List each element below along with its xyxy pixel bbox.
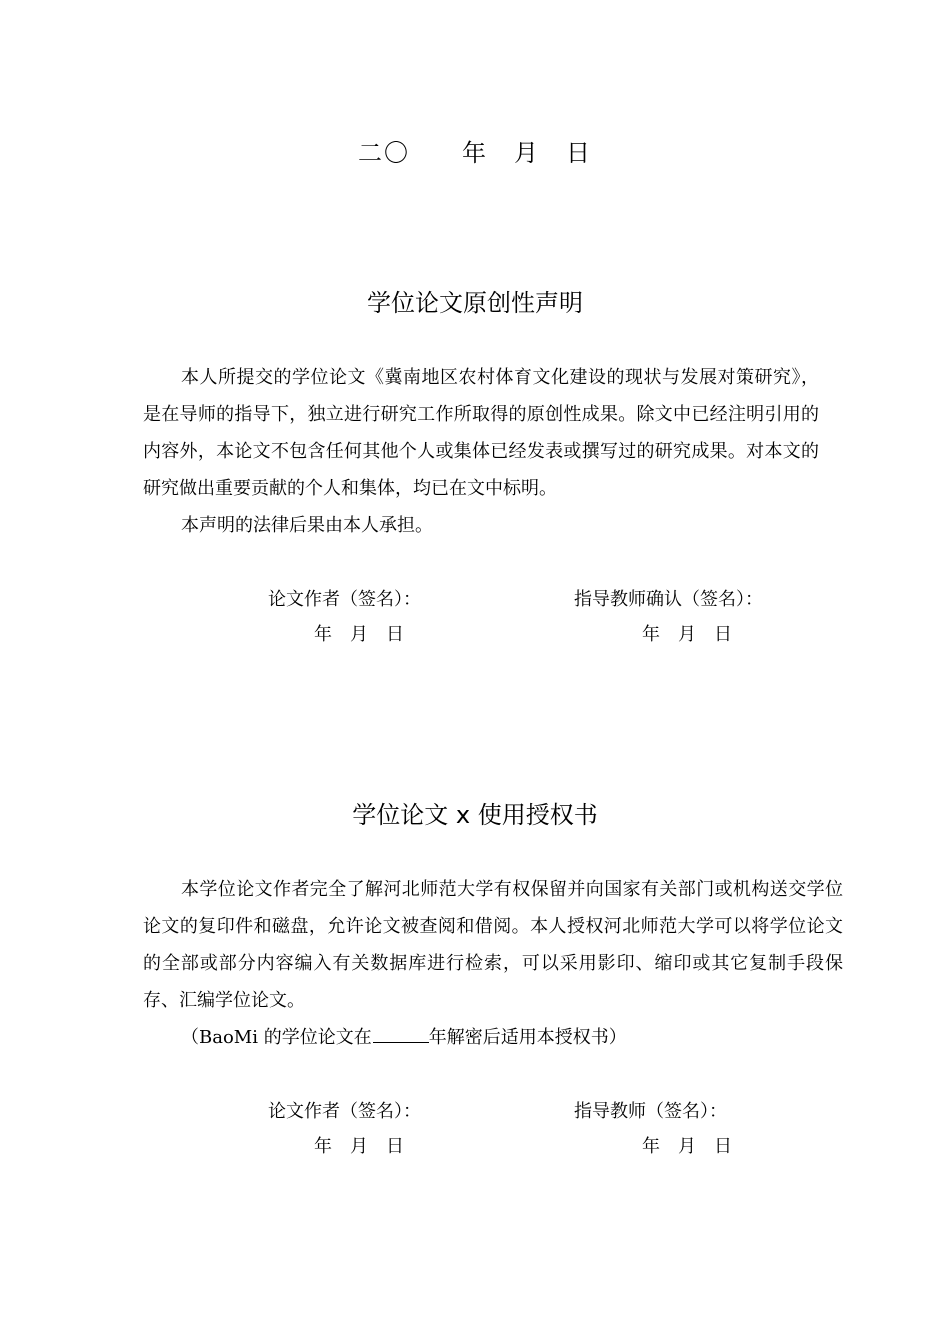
authorization-author-signature-label: 论文作者（签名）： — [268, 1101, 421, 1122]
declaration-supervisor-date: 年 月 日 — [642, 624, 732, 645]
declaration-supervisor-signature-label: 指导教师确认（签名）： — [574, 589, 763, 610]
declaration-author-signature-label: 论文作者（签名）： — [268, 589, 421, 610]
top-date: 二〇 年 月 日 — [358, 139, 592, 167]
confidentiality-note-prefix: （BaoMi 的学位论文在 — [181, 1027, 372, 1048]
confidentiality-note — [143, 1019, 843, 1056]
declaration-paragraph: 本人所提交的学位论文《冀南地区农村体育文化建设的现状与发展对策研究》，是在导师的指导下，独立进行研究工作所取得的原创性成果。除文中已经注明引用的内容外，本论文不包含任何其他个人或集体已经发表或撰写过的研究成果。对本文的研究做出重要贡献的个人和集体，均已在文中标明。 — [143, 367, 819, 499]
authorization-author-date: 年 月 日 — [314, 1136, 404, 1157]
years-blank-underline[interactable] — [373, 1026, 429, 1043]
declaration-title: 学位论文原创性声明 — [367, 289, 583, 317]
declaration-liability-paragraph: 本声明的法律后果由本人承担。 — [181, 515, 433, 536]
authorization-supervisor-signature-label: 指导教师（签名）： — [574, 1101, 727, 1122]
declaration-author-date: 年 月 日 — [314, 624, 404, 645]
authorization-supervisor-date: 年 月 日 — [642, 1136, 732, 1157]
authorization-paragraph: 本学位论文作者完全了解河北师范大学有权保留并向国家有关部门或机构送交学位论文的复印件和磁盘，允许论文被查阅和借阅。本人授权河北师范大学可以将学位论文的全部或部分内容编入有关数据库进行检索，可以采用影印、缩印或其它复制手段保存、汇编学位论文。 — [143, 879, 843, 1011]
confidentiality-note-suffix: 年解密后适用本授权书） — [428, 1027, 627, 1048]
authorization-title: 学位论文 x 使用授权书 — [352, 801, 598, 829]
